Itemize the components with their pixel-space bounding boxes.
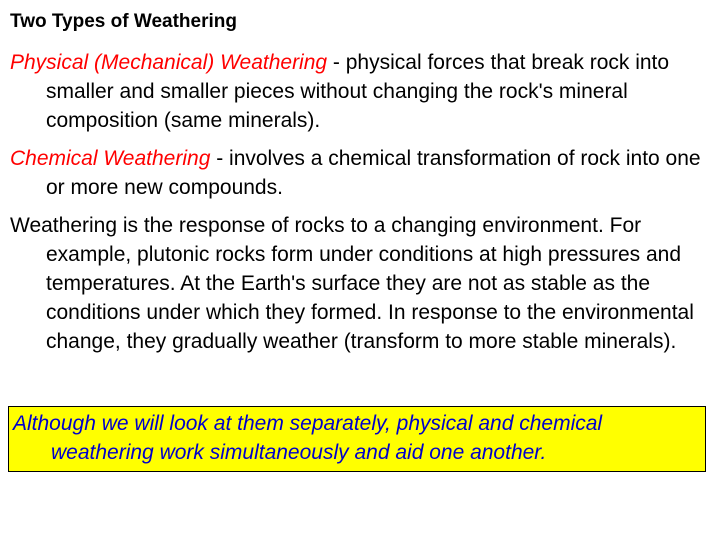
physical-weathering-term: Physical (Mechanical) Weathering — [10, 51, 328, 74]
chemical-weathering-term: Chemical Weathering — [10, 147, 211, 170]
weathering-explanation-paragraph: Weathering is the response of rocks to a changing environment. For example, plutonic rocks form under conditions at high pressures and temperatures. At the Earth's surface they are not as stable as the conditions under which they formed. In response to the environmental change, they gradually weather (transform to more stable minerals). — [10, 214, 694, 353]
slide-title: Two Types of Weathering — [10, 11, 237, 32]
physical-weathering-definition: - physical forces that break rock into smaller and smaller pieces without changing the rock's mineral composition (same minerals). — [46, 51, 670, 132]
physical-weathering-paragraph — [10, 48, 715, 135]
highlighted-note-text: Although we will look at them separately, physical and chemical weathering work simultaneously and aid one another. — [13, 412, 603, 464]
chemical-weathering-definition: - involves a chemical transformation of rock into one or more new compounds. — [46, 147, 701, 199]
chemical-weathering-paragraph — [10, 144, 715, 202]
highlighted-note-box — [8, 406, 706, 472]
